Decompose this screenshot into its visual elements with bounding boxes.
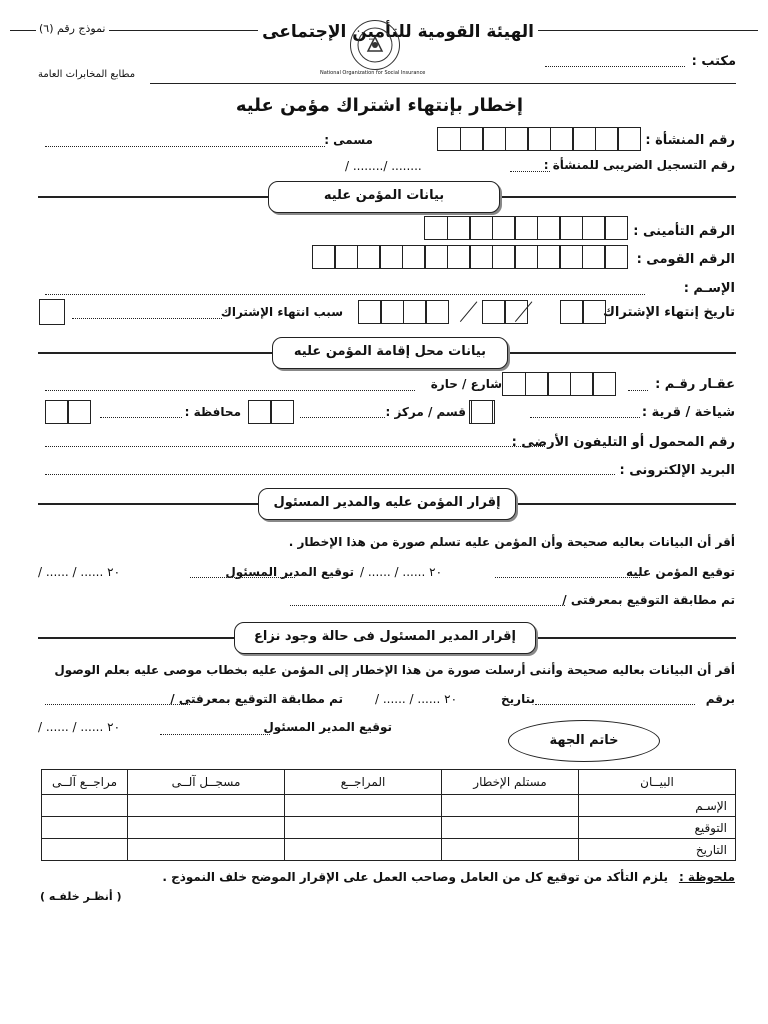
table-cell[interactable]: [128, 795, 285, 817]
insured-signature-label: توقيع المؤمن عليه: [625, 565, 735, 579]
table-header-cell: مسجــل آلــى: [128, 770, 285, 795]
establishment-number-label: رقم المنشأة :: [645, 133, 735, 148]
logo-emblem-icon: [351, 21, 399, 69]
table-cell[interactable]: [128, 839, 285, 861]
page-title: إخطار بإنتهاء اشتراك مؤمن عليه: [235, 95, 523, 116]
end-date-day-boxes[interactable]: [359, 300, 449, 324]
org-name: الهيئة القومية للتأمين الإجتماعى: [258, 22, 538, 42]
dispute-manager-signature-date: / ...... / ...... ٢٠: [38, 720, 121, 734]
letter-date-label: بتاريخ: [501, 692, 535, 706]
processing-table: [41, 769, 736, 861]
table-header-cell: مراجــع آلــى: [42, 770, 128, 795]
village-field[interactable]: [530, 417, 640, 418]
table-cell[interactable]: [42, 839, 128, 861]
letter-number-label: برقم: [705, 692, 735, 706]
table-row: [42, 795, 736, 817]
establishment-name-label: مسمى :: [324, 133, 373, 147]
table-cell[interactable]: [285, 795, 442, 817]
end-date-year-boxes[interactable]: [561, 300, 606, 324]
end-date-month-boxes[interactable]: [483, 300, 528, 324]
table-header-cell: مستلم الإخطار: [442, 770, 579, 795]
governorate-boxes-a[interactable]: [249, 400, 294, 424]
insured-signature-date: / ...... / ...... ٢٠: [360, 565, 443, 579]
establishment-name-field[interactable]: [45, 146, 325, 147]
declaration-statement: أقر أن البيانات بعاليه صحيحة وأن المؤمن عليه تسلم صورة من هذا الإخطار .: [288, 535, 735, 549]
phone-field[interactable]: [45, 446, 545, 447]
district-box-2[interactable]: [471, 400, 495, 424]
manager-signature-field[interactable]: [190, 577, 295, 578]
dispute-section-title: إقرار المدير المسئول فى حالة وجود نزاع: [234, 622, 536, 654]
logo-caption: National Organization for Social Insurance: [320, 70, 426, 76]
table-cell[interactable]: [285, 817, 442, 839]
declaration-section-title: إقرار المؤمن عليه والمدير المسئول: [258, 488, 516, 520]
dispute-verification-label: تم مطابقة التوقيع بمعرفتى /: [170, 692, 343, 706]
table-cell[interactable]: [442, 839, 579, 861]
table-cell[interactable]: [128, 817, 285, 839]
dispute-manager-signature-field[interactable]: [160, 734, 270, 735]
form-number: نموذج رقم (٦): [36, 22, 109, 35]
dispute-statement: أقر أن البيانات بعاليه صحيحة وأننى أرسلت صورة من هذا الإخطار إلى المؤمن عليه بخطاب موصى عليه بعلم الوصول: [54, 663, 735, 677]
termination-reason-field[interactable]: [72, 318, 222, 319]
insured-signature-field[interactable]: [495, 577, 640, 578]
tax-field-1[interactable]: [510, 171, 550, 172]
signature-verification-label: تم مطابقة التوقيع بمعرفتى /: [562, 593, 735, 607]
property-number-label: عقـار رقـم :: [655, 377, 735, 392]
insurance-number-boxes[interactable]: [426, 216, 629, 240]
insured-name-label: الإسـم :: [683, 281, 735, 296]
table-cell[interactable]: [285, 839, 442, 861]
termination-reason-label: سبب انتهاء الإشتراك: [220, 305, 343, 319]
letter-number-field[interactable]: [535, 704, 695, 705]
table-cell[interactable]: [442, 817, 579, 839]
dispute-manager-signature-label: توقيع المدير المسئول: [263, 720, 392, 734]
table-row-label: الإسـم: [579, 795, 736, 817]
table-row-label: التاريخ: [579, 839, 736, 861]
email-field[interactable]: [45, 474, 615, 475]
table-row: [42, 839, 736, 861]
national-id-label: الرقم القومى :: [636, 252, 735, 267]
table-header-cell: البيــان: [579, 770, 736, 795]
property-number-boxes[interactable]: [504, 372, 617, 396]
letter-date-value: / ...... / ...... ٢٠: [375, 692, 458, 706]
district-label: قسم / مركز :: [385, 405, 466, 419]
district-field[interactable]: [300, 417, 385, 418]
establishment-number-boxes[interactable]: [439, 127, 642, 151]
see-back-note: ( أنظـر خلفـه ): [40, 890, 122, 903]
dispute-verification-field[interactable]: [45, 704, 190, 705]
phone-label: رقم المحمول أو التليفون الأرضى :: [511, 435, 735, 450]
office-field[interactable]: [545, 66, 685, 67]
termination-reason-code-box[interactable]: [39, 299, 65, 325]
tax-registration-label: رقم التسجيل الضريبى للمنشأة :: [543, 158, 735, 172]
insured-name-field[interactable]: [45, 294, 645, 295]
village-label: شياخة / قرية :: [641, 405, 735, 420]
insurance-number-label: الرقم التأمينى :: [633, 224, 735, 239]
note-label: ملحوظة :: [678, 870, 735, 884]
governorate-label: محافظة :: [184, 405, 241, 419]
manager-signature-date: / ...... / ...... ٢٠: [38, 565, 121, 579]
tax-separators: / ......../ ........: [345, 159, 422, 173]
note-text: يلزم التأكد من توقيع كل من العامل وصاحب العمل على الإقرار الموضح خلف النموذج .: [162, 870, 668, 884]
insured-section-title: بيانات المؤمن عليه: [268, 181, 500, 213]
manager-signature-label: توقيع المدير المسئول: [225, 565, 354, 579]
governorate-code-boxes[interactable]: [46, 400, 91, 424]
email-label: البريد الإلكترونى :: [619, 463, 735, 478]
subscription-end-date-label: تاريخ إنتهاء الإشتراك: [603, 305, 735, 320]
printer-name: مطابع المخابرات العامة: [38, 69, 136, 80]
table-row-label: التوقيع: [579, 817, 736, 839]
table-cell[interactable]: [42, 817, 128, 839]
office-label: مكتب :: [691, 54, 736, 69]
national-id-boxes[interactable]: [313, 245, 628, 269]
street-field[interactable]: [45, 390, 415, 391]
table-cell[interactable]: [42, 795, 128, 817]
org-logo: [350, 20, 400, 70]
date-slash: [460, 301, 478, 322]
street-label: شارع / حارة: [430, 377, 502, 391]
property-number-field[interactable]: [628, 390, 648, 391]
table-cell[interactable]: [442, 795, 579, 817]
signature-verification-field[interactable]: [290, 605, 565, 606]
entity-stamp-area: خاتم الجهة: [508, 720, 660, 762]
table-header-row: [42, 770, 736, 795]
header-rule: [150, 83, 736, 84]
governorate-field[interactable]: [100, 417, 182, 418]
residence-section-title: بيانات محل إقامة المؤمن عليه: [272, 337, 508, 369]
table-header-cell: المراجــع: [285, 770, 442, 795]
table-row: [42, 817, 736, 839]
